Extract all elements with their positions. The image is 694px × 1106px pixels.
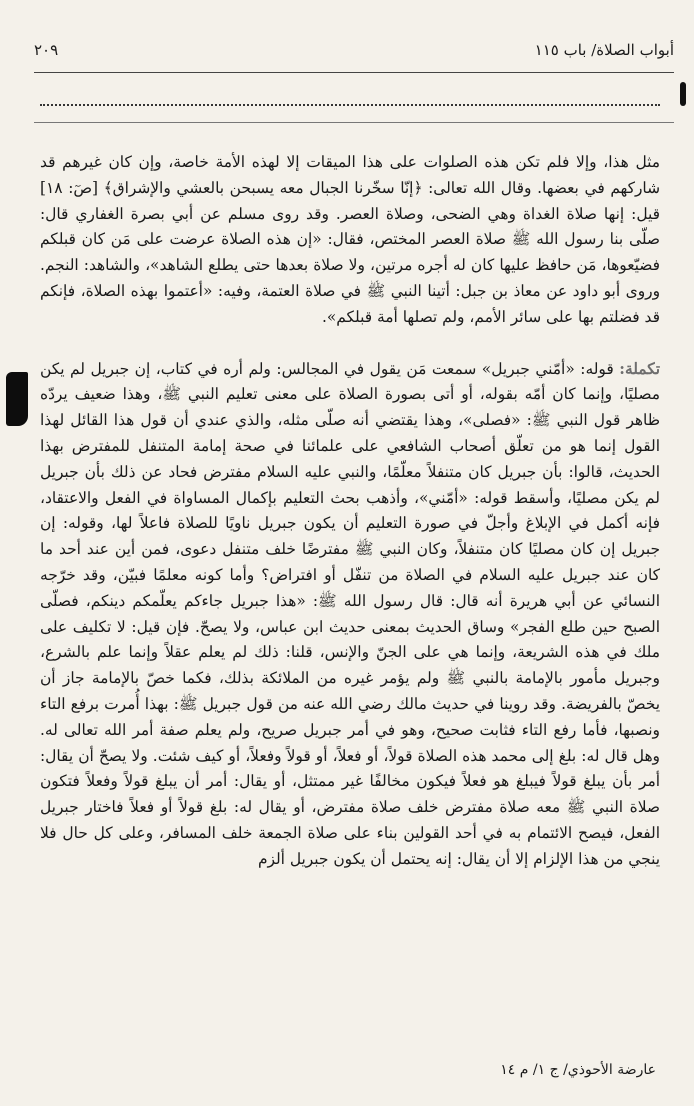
dotted-separator	[40, 92, 660, 106]
text-rule	[34, 122, 674, 123]
header-rule	[34, 72, 674, 73]
ink-mark	[6, 372, 28, 426]
ink-mark	[680, 82, 686, 106]
supplement-label: تكملة:	[619, 359, 660, 378]
page-body	[40, 150, 660, 873]
paragraph-2-text: قوله: «أمّني جبريل» سمعت مَن يقول في المجالس: ولم أره في كتاب، إن جبريل لم يكن مصليًا، وإنما كان أمّه بقوله، أو أتى بصورة الصلاة على معنى تعليم النبي ﷺ، وهذا ضعيف يردّه ظاهر قول النبي ﷺ: «فصلى»، وهذا يقتضي أنه صلّى مثله، والذي عندي أن قول هذا القائل لهذا القول إنما هو من تعلّق أصحاب الشافعي على علمائنا في صحة إمامة المتنفل للمفترض بهذا الحديث، قالوا: بأن جبريل كان متنفلاً معلّمًا، والنبي عليه السلام مفترض فحاد عن ذلك بأن جبريل لم يكن مصليًا، وأسقط قوله: «أمّني»، وأذهب بحث التعليم بإكمال المساواة في الفعل والاعتقاد، فإنه أكمل في الإبلاغ وأجلّ في صورة التعليم أن يكون جبريل ناويًا للصلاة فاعلاً لها، وقوله: إن جبريل إن كان مصليًا كان متنفلاً، وكان النبي ﷺ مفترضًا خلف متنفل دعوى، فمن أين عند أحد ما كان عند جبريل عليه السلام في الصلاة من تنفّل أو افتراض؟ وأما كونه معلمًا فبيّن، وقد خرّجه النسائي عن أبي هريرة أنه قال: قال رسول الله ﷺ: «هذا جبريل جاءكم يعلّمكم دينكم، فصلّى الصبح حين طلع الفجر» وساق الحديث بمعنى حديث ابن عباس، ولا يصحّ. فإن قيل: لا تكليف على ملك في هذه الشريعة، وإنما هي على الجنّ والإنس، قلنا: ذلك لم يعلم عقلاً وإنما علم بالشرع، وجبريل مأمور بالإمامة بالنبي ﷺ ولم يؤمر غيره من الملائكة بذلك، فكما خصّ بالإمامة جاز أن يخصّ بالفريضة. وقد روينا في حديث مالك رضي الله عنه من قول جبريل ﷺ: بهذا أُمرت برفع التاء ونصبها، فأما رفع التاء فثابت صحيح، وهو في أمر جبريل صريح، ولم يعلم صفة أمر الله تعالى له. وهل قال له: بلغ إلى محمد هذه الصلاة قولاً، أو فعلاً، أو قولاً وفعلاً، أو كيف شئت. ولا يصحّ أن يقال: أمر بأن يبلغ قولاً فيبلغ هو فعلاً فيكون مخالفًا غير ممتثل، أو يقال: أمر أن يبلغ قولاً وفعلاً فتكون صلاة النبي ﷺ معه صلاة مفترض خلف صلاة مفترض، أو يقال له: بلغ قولاً أو فعلاً فاختار جبريل الفعل، فيصح الائتمام به في أحد القولين بناء على صلاة الجمعة خلف المسافر، وعلى كل حال فلا ينجي من هذا الإلزام إلا أن يقال: إنه يحتمل أن يكون جبريل ألزم	[40, 359, 660, 868]
running-title: أبواب الصلاة/ باب ١١٥	[534, 41, 674, 59]
page-header	[34, 30, 674, 70]
footer-signature: عارضة الأحوذي/ ج ١/ م ١٤	[500, 1062, 656, 1078]
paragraph-1: مثل هذا، وإلا فلم تكن هذه الصلوات على هذا الميقات إلا لهذه الأمة خاصة، وإن كان غيرهم قد شاركهم في بعضها. وقال الله تعالى: ﴿إنّا سخّرنا الجبال معه يسبحن بالعشي والإشراق﴾ [صٓ: ١٨] قيل: إنها صلاة الغداة وهي الضحى، وصلاة العصر. وقد روى مسلم عن أبي بصرة الغفاري قال: صلّى بنا رسول الله ﷺ صلاة العصر المختص، فقال: «إن هذه الصلاة عرضت على مَن كان قبلكم فضيّعوها، مَن حافظ عليها كان له أجره مرتين، ولا صلاة بعدها حتى يطلع الشاهد»، والشاهد: النجم. وروى أبو داود عن معاذ بن جبل: أتينا النبي ﷺ في صلاة العتمة، وفيه: «أعتموا بهذه الصلاة، فإنكم قد فضلتم بها على سائر الأمم، ولم تصلها أمة قبلكم».	[40, 153, 660, 326]
page-number: ٢٠٩	[34, 41, 59, 59]
paragraph-2	[40, 357, 660, 873]
